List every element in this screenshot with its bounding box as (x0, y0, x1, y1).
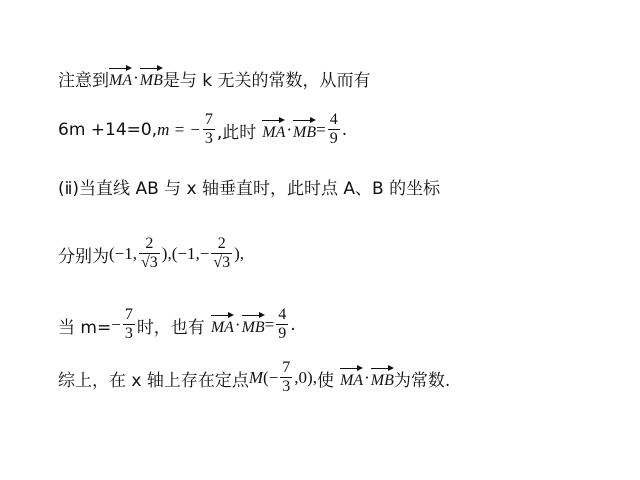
line-5-text-a: 当 m= (58, 317, 112, 338)
text-line-1 (58, 58, 371, 98)
point-b-open: (−1,− (171, 244, 210, 263)
line-1-text-a: 注意到 (58, 70, 109, 91)
fraction-numerator: 4 (278, 306, 287, 324)
text-line-6 (58, 358, 450, 398)
text-line-5 (58, 305, 296, 345)
fraction-7-3 (203, 112, 215, 148)
vector-ma: MA (262, 119, 285, 141)
vector-mb: MB (293, 119, 316, 141)
fraction-numerator: 7 (204, 111, 213, 129)
text-line-2 (58, 110, 347, 150)
fraction-2-sqrt3 (139, 236, 160, 272)
vector-ma: MA (109, 67, 132, 89)
dot-operator: · (286, 120, 293, 139)
minus-sign: − (111, 315, 121, 334)
fraction-7-3 (123, 307, 135, 343)
fraction-denominator: 9 (329, 130, 338, 147)
fraction-numerator: 4 (329, 111, 338, 129)
point-m-close: ,0), (294, 368, 317, 387)
equals-sign: = (264, 315, 275, 334)
dot-operator: · (234, 315, 241, 334)
line-5-text-b: 时，也有 (136, 317, 205, 338)
line-2-text-a: ,此时 (216, 122, 257, 143)
point-m-label: M (248, 368, 264, 387)
point-b-close: ), (234, 244, 244, 263)
fraction-numerator: 7 (124, 306, 133, 324)
fraction-denominator (139, 253, 160, 272)
vector-mb: MB (371, 367, 394, 389)
sqrt-sign: √ (213, 254, 223, 271)
fraction-denominator: 3 (124, 325, 133, 342)
line-3-text: (ⅱ)当直线 AB 与 x 轴垂直时，此时点 A、B 的坐标 (58, 178, 441, 199)
vector-ma: MA (211, 314, 234, 336)
line-6-text-a: 综上，在 x 轴上存在定点 (58, 370, 249, 391)
fraction-denominator (211, 253, 232, 272)
vector-mb: MB (140, 67, 163, 89)
text-line-4 (58, 234, 244, 274)
fraction-numerator: 2 (217, 235, 226, 253)
line-4-text: 分别为 (58, 246, 109, 267)
point-a-open: (−1, (109, 244, 137, 263)
period: . (341, 120, 348, 140)
text-line-3 (58, 166, 440, 206)
fraction-denominator: 9 (278, 325, 287, 342)
line-1-text-b: 是与 k 无关的常数，从而有 (162, 70, 371, 91)
fraction-7-3 (280, 360, 292, 396)
fraction-4-9 (328, 112, 340, 148)
radicand: 3 (149, 254, 158, 271)
fraction-numerator: 2 (145, 235, 154, 253)
sqrt-sign: √ (141, 254, 150, 271)
radicand: 3 (222, 254, 231, 271)
period: . (290, 315, 296, 335)
point-m-open: (− (263, 368, 279, 387)
m-equals: m = − (157, 120, 201, 139)
line-6-text-c: 为常数. (393, 370, 451, 391)
fraction-4-9 (276, 307, 288, 343)
point-a-close: ), (161, 244, 172, 263)
dot-operator: · (364, 368, 370, 387)
line-2-equation: 6m +14=0, (58, 120, 158, 140)
fraction-denominator: 3 (204, 130, 213, 147)
vector-mb: MB (242, 314, 265, 336)
dot-operator: · (133, 68, 139, 87)
fraction-numerator: 7 (282, 359, 291, 377)
vector-ma: MA (340, 367, 363, 389)
equals-sign: = (316, 120, 326, 139)
fraction-2-sqrt3 (211, 236, 232, 272)
fraction-denominator: 3 (282, 378, 291, 395)
line-6-text-b: 使 (316, 370, 334, 391)
